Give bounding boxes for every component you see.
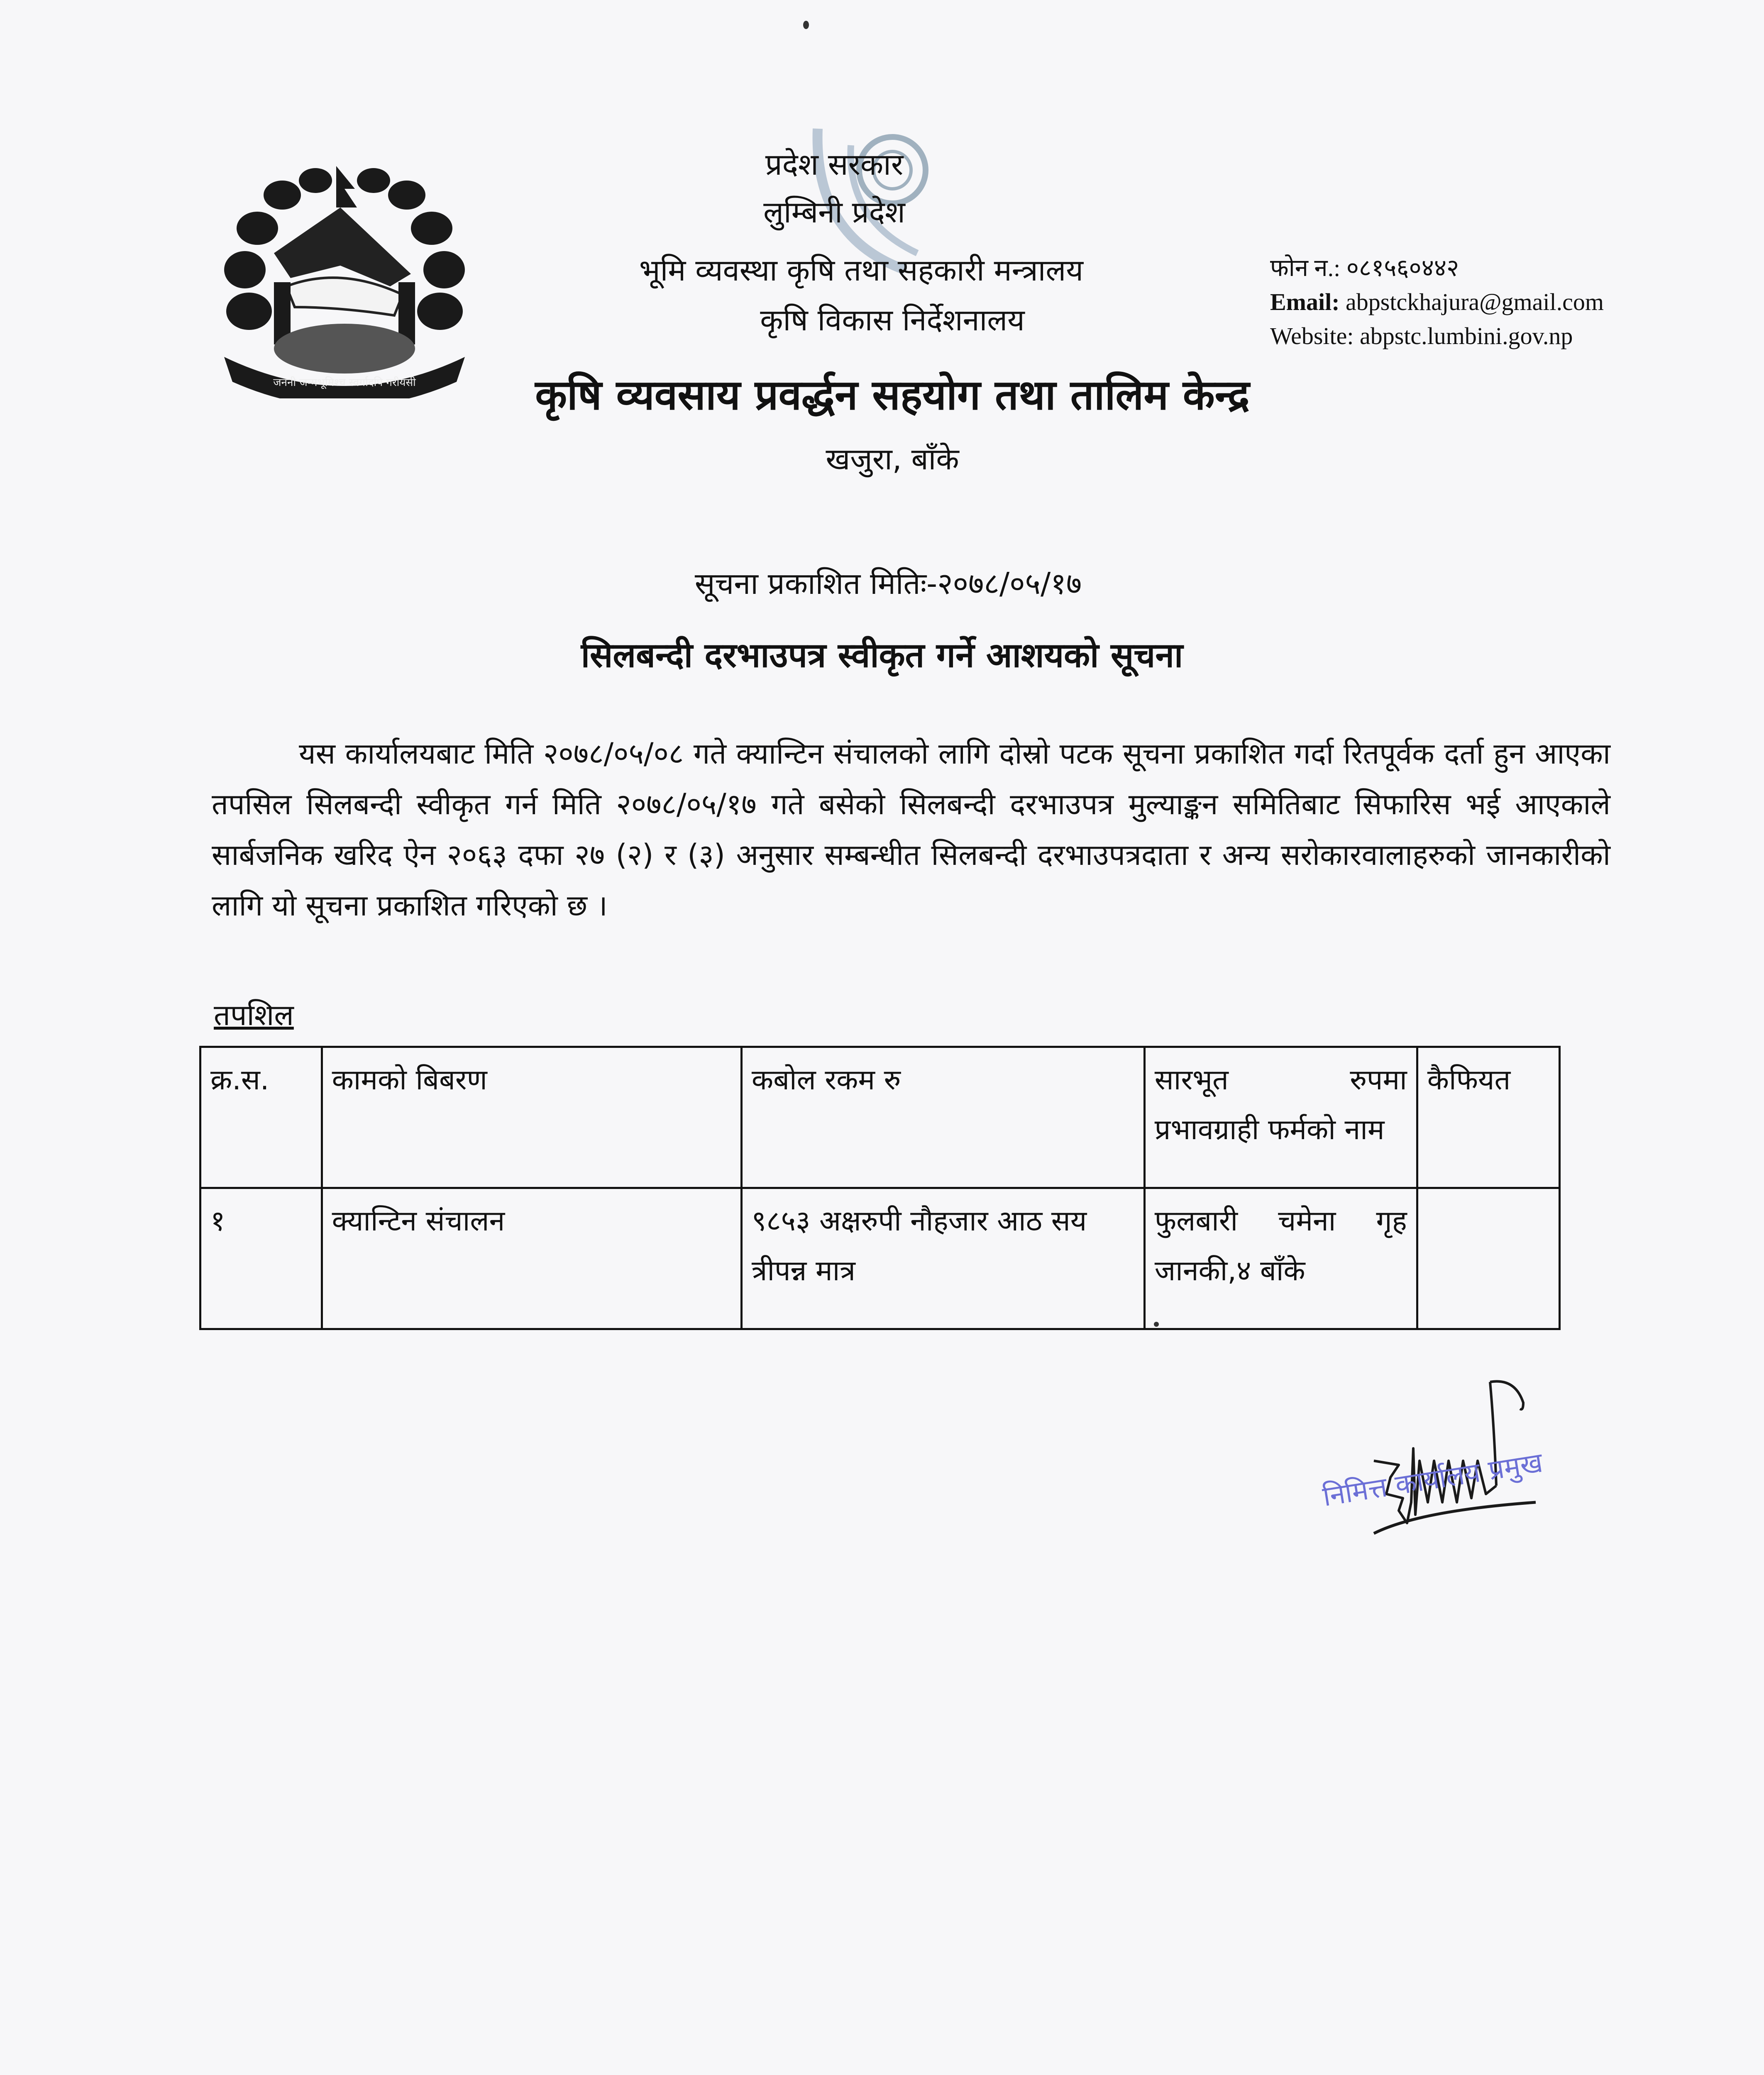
header-bid-amount: कबोल रकम रु [741,1047,1144,1188]
email-label: Email: [1270,288,1340,315]
province-heading: लुम्बिनी प्रदेश [763,195,905,229]
website-label: Website: [1270,322,1354,349]
cell-serial-number: १ [200,1188,322,1329]
phone-number: ०८१५६०४४२ [1346,254,1459,281]
contact-block [1270,251,1604,353]
office-location: खजुरा, बाँके [826,442,959,476]
nepal-emblem-icon [216,149,473,398]
header-work-description: कामको बिबरण [322,1047,741,1188]
designation-stamp: निमित्त कार्यालय प्रमुख [1320,1446,1545,1513]
table-row [200,1188,1560,1329]
published-date: सूचना प्रकाशित मितिः-२०७८/०५/१७ [694,566,1082,601]
website-link[interactable]: abpstc.lumbini.gov.np [1360,322,1573,349]
details-table [199,1046,1561,1330]
notice-title: सिलबन्दी दरभाउपत्र स्वीकृत गर्ने आशयको सूचना [581,636,1183,675]
cell-remarks [1417,1188,1559,1329]
ministry-heading: भूमि व्यवस्था कृषि तथा सहकारी मन्त्रालय [639,253,1084,288]
government-heading: प्रदेश सरकार [765,147,904,182]
header-serial-number: क्र.स. [200,1047,322,1188]
scan-speck [1154,1322,1159,1327]
phone-label: फोन न.: [1270,254,1341,281]
cell-bid-amount: ९८५३ अक्षरुपी नौहजार आठ सय त्रीपन्न मात्र [741,1188,1144,1329]
email-line [1270,285,1604,319]
office-name-heading: कृषि व्यवसाय प्रवर्द्धन सहयोग तथा तालिम केन्द्र [535,371,1250,419]
website-line [1270,319,1604,353]
notice-body: यस कार्यालयबाट मिति २०७८/०५/०८ गते क्यान्टिन संचालको लागि दोस्रो पटक सूचना प्रकाशित गर्दा रितपूर्वक दर्ता हुन आएका तपसिल सिलबन्दी स्वीकृत गर्न मिति २०७८/०५/१७ गते बसेको सिलबन्दी दरभाउपत्र मुल्याङ्कन समितिबाट सिफारिस भई आएकाले सार्बजनिक खरिद ऐन २०६३ दफा २७ (२) र (३) अनुसार सम्बन्धीत सिलबन्दी दरभाउपत्रदाता र अन्य सरोकारवालाहरुको जानकारीको लागि यो सूचना प्रकाशित गरिएको छ । [212,737,1610,923]
header-responsive-firm: सारभूत रुपमा प्रभावग्राही फर्मको नाम [1144,1047,1417,1188]
directorate-heading: कृषि विकास निर्देशनालय [760,303,1025,337]
email-link[interactable]: abpstckhajura@gmail.com [1346,288,1604,315]
table-header-row [200,1047,1560,1188]
phone-line [1270,251,1604,285]
scan-speck [803,21,809,29]
emblem-motto: जननी जन्मभूमिश्च स्वर्गादपि गरीयसी [273,376,416,389]
header-remarks: कैफियत [1417,1047,1559,1188]
cell-responsive-firm: फुलबारी चमेना गृह जानकी,४ बाँके [1144,1188,1417,1329]
cell-work-description: क्यान्टिन संचालन [322,1188,741,1329]
details-heading: तपशिल [214,998,294,1032]
